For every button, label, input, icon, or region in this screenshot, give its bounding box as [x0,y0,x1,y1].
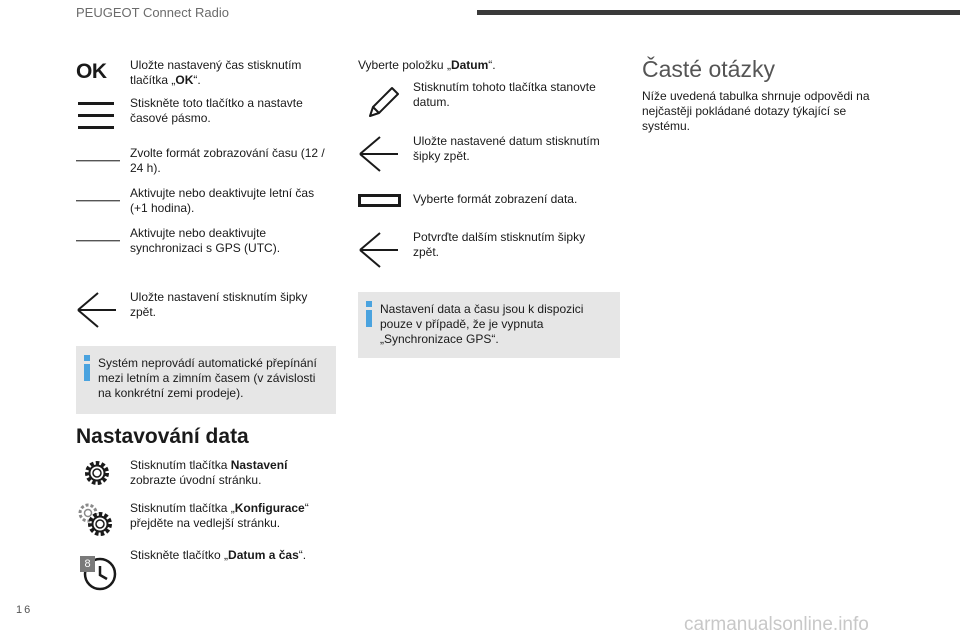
instruction-row [76,186,336,218]
page-number: 16 [16,604,33,616]
back-arrow-icon [76,290,120,330]
gear-icon [82,458,112,488]
info-icon [84,355,90,381]
instruction-text: Stisknutím tohoto tlačítka stanovte datum. [413,80,596,109]
instruction-row [76,58,336,90]
instruction-text: Aktivujte nebo deaktivujte synchronizaci s GPS (UTC). [130,226,281,255]
toggle-icon [76,198,120,204]
section-title: Nastavování data [76,425,249,448]
info-note [358,292,620,358]
format-box-icon [358,194,402,208]
intro-text: Vyberte položku „Datum“. [358,58,496,72]
instruction-row [76,501,336,541]
back-arrow-icon [358,134,402,174]
header-bar [477,10,960,15]
faq-title: Časté otázky [642,56,775,82]
back-arrow-icon [358,230,402,270]
instruction-row [76,226,336,258]
instruction-text: Vyberte formát zobrazení data. [413,192,578,206]
gears-icon [76,501,120,539]
instruction-text: Zvolte formát zobrazování času (12 / 24 h). [130,146,325,175]
instruction-text: Uložte nastavení stisknutím šipky zpět. [130,290,308,319]
instruction-text: Aktivujte nebo deaktivujte letní čas (+1 hodina). [130,186,315,215]
watermark: carmanualsonline.info [684,614,869,635]
instruction-row [76,146,336,178]
instruction-row [358,230,618,272]
page-badge: 8 [80,556,95,572]
info-note-text: Systém neprovádí automatické přepínání mezi letním a zimním časem (v závislosti na konkrétní zemi prodeje). [98,356,317,400]
instruction-row [358,192,618,216]
toggle-icon [76,158,120,164]
instruction-text: Stisknutím tlačítka „Konfigurace“ přejděte na vedlejší stránku. [130,501,309,530]
instruction-text: Uložte nastavené datum stisknutím šipky zpět. [413,134,600,163]
menu-icon [78,100,118,132]
instruction-row [76,548,336,592]
instruction-row [76,458,336,494]
instruction-text: Stiskněte toto tlačítko a nastavte časové pásmo. [130,96,303,125]
pencil-icon [366,84,402,120]
toggle-icon [76,238,120,244]
info-note [76,346,336,414]
header-title: PEUGEOT Connect Radio [76,5,229,20]
instruction-text: Uložte nastavený čas stisknutím tlačítka „OK“. [130,58,302,87]
instruction-row [76,96,336,132]
instruction-text: Stisknutím tlačítka Nastavení zobrazte úvodní stránku. [130,458,288,487]
instruction-row [358,80,618,122]
instruction-row [358,134,618,176]
info-note-text: Nastavení data a času jsou k dispozici pouze v případě, že je vypnuta „Synchronizace GPS“. [380,302,584,346]
faq-intro-text: Níže uvedená tabulka shrnuje odpovědi na nejčastěji pokládané dotazy týkající se systému. [642,89,870,133]
instruction-row [76,290,336,332]
info-icon [366,301,372,327]
instruction-text: Potvrďte dalším stisknutím šipky zpět. [413,230,586,259]
instruction-text: Stiskněte tlačítko „Datum a čas“. [130,548,307,562]
ok-icon: OK [76,60,107,83]
